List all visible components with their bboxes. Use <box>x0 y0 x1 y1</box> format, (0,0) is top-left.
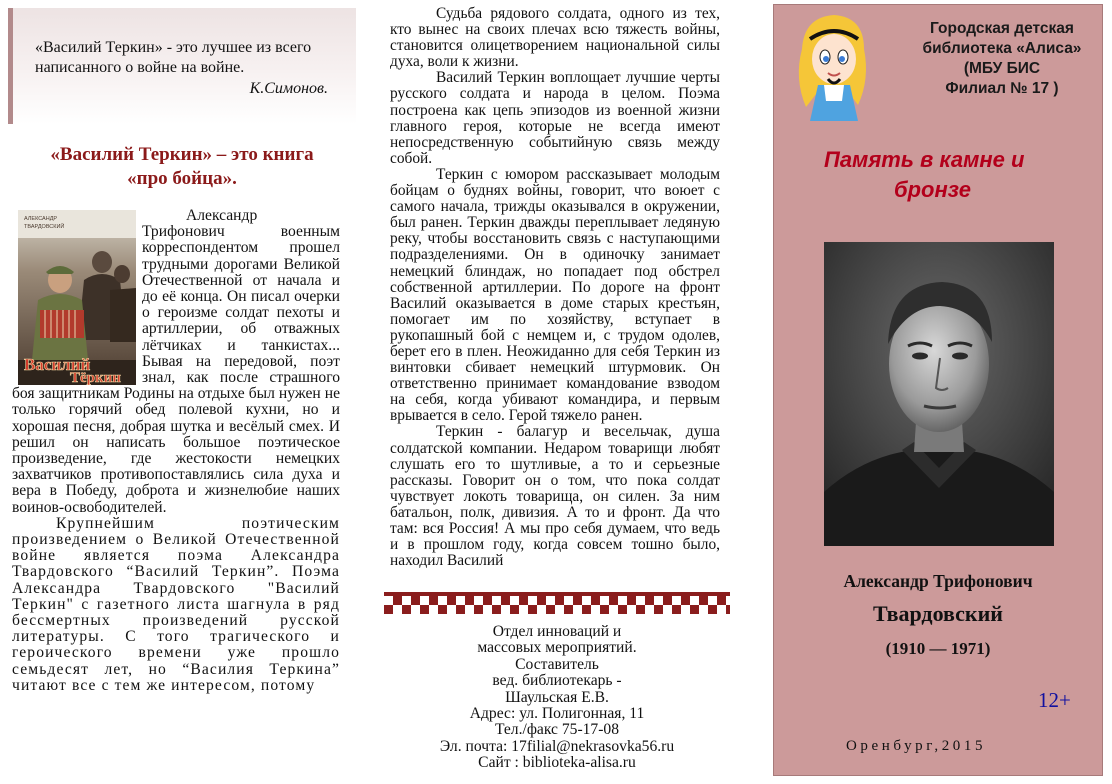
contacts-block <box>384 624 730 772</box>
column1-paragraph-1: Александр Трифонович военным корреспондентом прошел трудными дорогами Великой Отечественной от начала и до её конца. Он писал очерки о героизме солдат пехоты и артиллерии, об отважных лётчиках и танкистах... Бывая на передовой, поэт знал, как после страшного боя защитникам Родины на отдыхе был нужен не только горячий обед полевой кухни, но и хорошая песня, добрая шутка и весёлый смех. И решил он написать большое поэтическое произведение, где жестокости немецких захватчиков противопоставлялись сила духа и вера в Победу, доброта и жизнелюбие наших воинов-освободителей. <box>12 207 340 516</box>
poet-portrait-photo <box>824 242 1054 546</box>
phone-line: Тел./факс 75-17-08 <box>494 721 620 739</box>
library-line1: Городская детская <box>930 20 1074 37</box>
site-line: Сайт : biblioteka-alisa.ru <box>478 754 636 772</box>
book-heading-line1: «Василий Теркин» – это книга <box>50 144 314 165</box>
epigraph-box <box>8 8 356 124</box>
book-heading-line2: «про бойца». <box>127 168 237 189</box>
department-line1: Отдел инноваций и <box>492 623 622 640</box>
column2-article <box>390 6 720 569</box>
column2-paragraph-4: Теркин - балагур и весельчак, душа солдатской компании. Недаром товарищи любят слушать его то шутливые, а то и серьезные рассказы. Говорит он о том, что пока солдат чувствует локоть товарища, он силен. За ним батальон, полк, дивизия. А то и фронт. Да что там: вся Россия! А мы про себя думаем, что ведь и в прошлом году, когда совсем тошно было, находил Василий <box>390 423 720 570</box>
poet-last-name: Твардовский <box>873 601 1003 626</box>
column1-article <box>12 208 340 694</box>
epigraph-quote: «Василий Теркин» - это лучшее из всего написанного о войне на войне. <box>35 39 312 76</box>
library-line2: библиотека «Алиса» <box>922 40 1082 57</box>
compiler-name: Шаульская Е.В. <box>505 688 609 706</box>
poet-years: (1910 — 1971) <box>885 639 991 658</box>
booklet-title <box>774 145 1102 205</box>
book-cover-author: АЛЕКСАНДР <box>24 216 58 222</box>
column2-paragraph-3: Теркин с юмором рассказывает молодым бойцам о буднях войны, говорит, что воюет с самого начала, трижды оказывался в окружении, был ранен. Теркин дважды переплывает ледяную реку, чтобы восстановить связь с наступающими подразделениями. Он в одиночку занимает немецкий блиндаж, но попадает под обстрел собственной артиллерии. По дороге на фронт Василий оказывается в доме старых крестьян, помогает им по хозяйству, вступает в рукопашный бой с немцем и, с трудом одолев, берет его в плен. Неожиданно для себя Теркин из винтовки сбивает немецкий штурмовик. Он ответственно принимает командование взводом на себя, когда убивают командира, и первым врывается в село. Герой тяжело ранен. <box>390 165 720 425</box>
alice-cartoon-icon <box>784 9 876 127</box>
booklet-title-line1: Память в камне и <box>824 147 1025 172</box>
poet-portrait-illustration <box>824 242 1054 546</box>
cover-panel <box>773 4 1103 776</box>
book-cover-title2: Тёркин <box>70 370 121 385</box>
city-year: Оренбург,2015 <box>846 738 987 754</box>
booklet-title-line2: бронзе <box>894 177 971 202</box>
department-line2: массовых мероприятий. <box>477 639 637 657</box>
library-line4: Филиал № 17 ) <box>945 80 1059 97</box>
column2-paragraph-1: Судьба рядового солдата, одного из тех, кто вынес на своих плечах всю тяжесть войны, становится олицетворением национальной силы духа, воли к жизни. <box>390 5 720 71</box>
age-rating-badge: 12+ <box>1038 688 1071 712</box>
decorative-checker-border <box>384 592 730 618</box>
library-line3: (МБУ БИС <box>963 60 1041 77</box>
column2-paragraph-2: Василий Теркин воплощает лучшие черты русского солдата и народа в целом. Поэма построена как цепь эпизодов из военной жизни главного героя, которые не всегда имеют непосредственную событийную связь между собой. <box>390 69 720 167</box>
email-line: Эл. почта: 17filial@nekrasovka56.ru <box>439 737 675 755</box>
compiler-label: Составитель <box>515 655 599 673</box>
book-cover-title: Василий <box>24 355 91 374</box>
book-heading <box>8 143 356 191</box>
library-name <box>904 19 1100 99</box>
epigraph-author: К.Симонов. <box>249 80 328 97</box>
column1-paragraph-2: Крупнейшим поэтическим произведением о Великой Отечественной войне является поэма Александра Твардовского “Василий Теркин”. Поэма Александра Твардовского "Василий Теркин" с газетного листа шагнула в ряд бессмертных произведений русской литературы. С того трагического и героического времени уже прошло семьдесят лет, но “Василия Теркина” читают все с тем же интересом, потому <box>12 514 340 694</box>
compiler-title: вед. библиотекарь - <box>492 672 622 690</box>
poet-first-name: Александр Трифонович <box>843 571 1033 591</box>
book-cover-author-surname: ТВАРДОВСКИЙ <box>24 224 65 230</box>
book-cover-spacer <box>12 208 142 386</box>
address-line: Адрес: ул. Полигонная, 11 <box>469 705 645 723</box>
